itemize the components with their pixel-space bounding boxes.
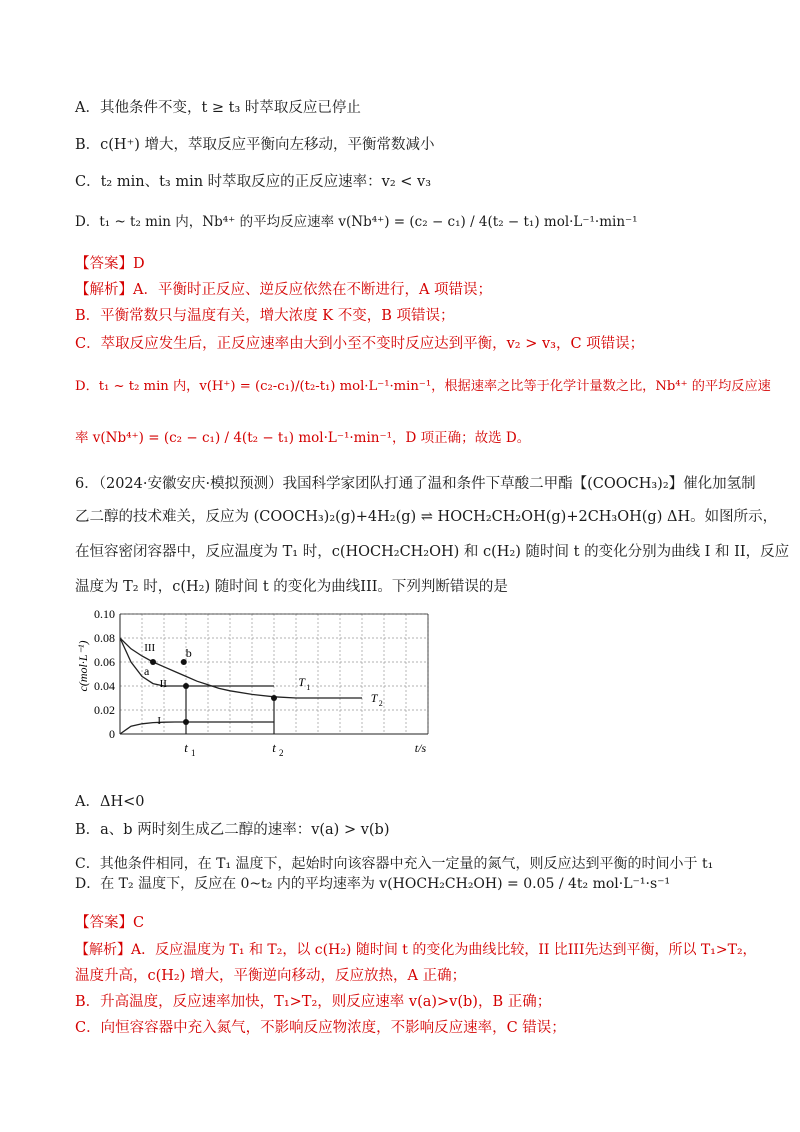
curve-I [120,722,274,734]
y-tick-label: 0.02 [94,703,115,717]
curve-III [120,638,362,698]
point-label-a: a [144,664,150,678]
data-point [183,719,189,725]
q6-explanation-a: 【解析】A．反应温度为 T₁ 和 T₂，以 c(H₂) 随时间 t 的变化为曲线比较，II 比III先达到平衡，所以 T₁>T₂， [75,942,757,958]
q6-option-c: C．其他条件相同，在 T₁ 温度下，起始时向该容器中充入一定量的氮气，则反应达到平衡的时间小于 t₁ [75,856,714,872]
chart-svg [75,606,425,778]
point-label-b: b [185,646,192,660]
curve-label-II: II [159,677,167,690]
q6-explanation-c: C．向恒容容器中充入氮气，不影响反应物浓度，不影响反应速率，C 错误； [75,1020,566,1036]
q5-explanation-c: C．萃取反应发生后，正反应速率由大到小至不变时反应达到平衡，v₂ > v₃，C 项错误； [75,336,645,352]
curve-label-T2: T [370,691,378,705]
q5-explanation-d: D．t₁ ~ t₂ min 内，v(H⁺) = (c₂-c₁)/(t₂-t₁) mol·L⁻¹·min⁻¹，根据速率之比等于化学计量数之比，Nb⁴⁺ 的平均反应速 [75,379,771,394]
q5-option-d: D．t₁ ~ t₂ min 内，Nb⁴⁺ 的平均反应速率 v(Nb⁴⁺) = (c₂ − c₁) / 4(t₂ − t₁) mol·L⁻¹·min⁻¹ [75,214,638,230]
curve-label-T1: T [298,675,305,689]
curve-label-T2-sub: 2 [378,699,383,708]
curve-label-I: I [157,715,162,727]
curve-label-III: III [144,641,156,654]
q5-explanation-b: B．平衡常数只与温度有关，增大浓度 K 不变，B 项错误； [75,308,455,324]
data-point [271,695,277,701]
q6-explanation-a-cont: 温度升高，c(H₂) 增大，平衡逆向移动，反应放热，A 正确； [75,968,467,984]
x-tick-t2-sub: 2 [279,748,284,758]
q5-explanation-d-cont: 率 v(Nb⁴⁺) = (c₂ − c₁) / 4(t₂ − t₁) mol·L⁻¹·min⁻¹，D 项正确；故选 D。 [75,430,531,446]
data-point [183,683,189,689]
q6-stem-4: 温度为 T₂ 时，c(H₂) 随时间 t 的变化为曲线III。下列判断错误的是 [75,579,508,595]
y-tick-label: 0.08 [94,631,115,645]
concentration-time-chart [75,606,425,782]
q6-option-a: A．ΔH<0 [75,794,145,810]
q6-stem-3: 在恒容密闭容器中，反应温度为 T₁ 时，c(HOCH₂CH₂OH) 和 c(H₂) 随时间 t 的变化分别为曲线 I 和 II，反应 [75,544,790,560]
y-tick-label: 0 [109,727,115,741]
q6-option-d: D．在 T₂ 温度下，反应在 0~t₂ 内的平均速率为 v(HOCH₂CH₂OH) = 0.05 / 4t₂ mol·L⁻¹·s⁻¹ [75,876,671,892]
y-tick-label: 0.10 [94,607,115,621]
q5-option-a: A．其他条件不变，t ≥ t₃ 时萃取反应已停止 [75,100,361,116]
q5-explanation-a: 【解析】A．平衡时正反应、逆反应依然在不断进行，A 项错误； [75,282,493,298]
x-tick-t1: t [184,740,188,755]
q5-option-b: B．c(H⁺) 增大，萃取反应平衡向左移动，平衡常数减小 [75,137,435,153]
q6-answer: 【答案】C [75,915,145,931]
q6-stem-1: 6．（2024·安徽安庆·模拟预测）我国科学家团队打通了温和条件下草酸二甲酯【(COOCH₃)₂】催化加氢制 [75,476,756,492]
y-tick-label: 0.06 [94,655,115,669]
curve-label-T1-sub: 1 [306,683,311,692]
data-point [150,659,156,665]
x-tick-t2: t [272,740,276,755]
q5-option-c: C．t₂ min、t₃ min 时萃取反应的正反应速率：v₂ < v₃ [75,174,432,190]
x-axis-label: t/s [414,741,427,755]
q6-stem-2: 乙二醇的技术难关，反应为 (COOCH₃)₂(g)+4H₂(g) ⇌ HOCH₂CH₂OH(g)+2CH₃OH(g) ΔH。如图所示， [75,509,778,525]
y-axis-label: c(mol·L⁻¹) [76,640,90,692]
q6-option-b: B．a、b 两时刻生成乙二醇的速率：v(a) > v(b) [75,822,390,838]
q5-answer: 【答案】D [75,256,145,272]
x-tick-t1-sub: 1 [191,748,196,758]
q6-explanation-b: B．升高温度，反应速率加快，T₁>T₂，则反应速率 v(a)>v(b)，B 正确； [75,994,552,1010]
y-tick-label: 0.04 [94,679,115,693]
